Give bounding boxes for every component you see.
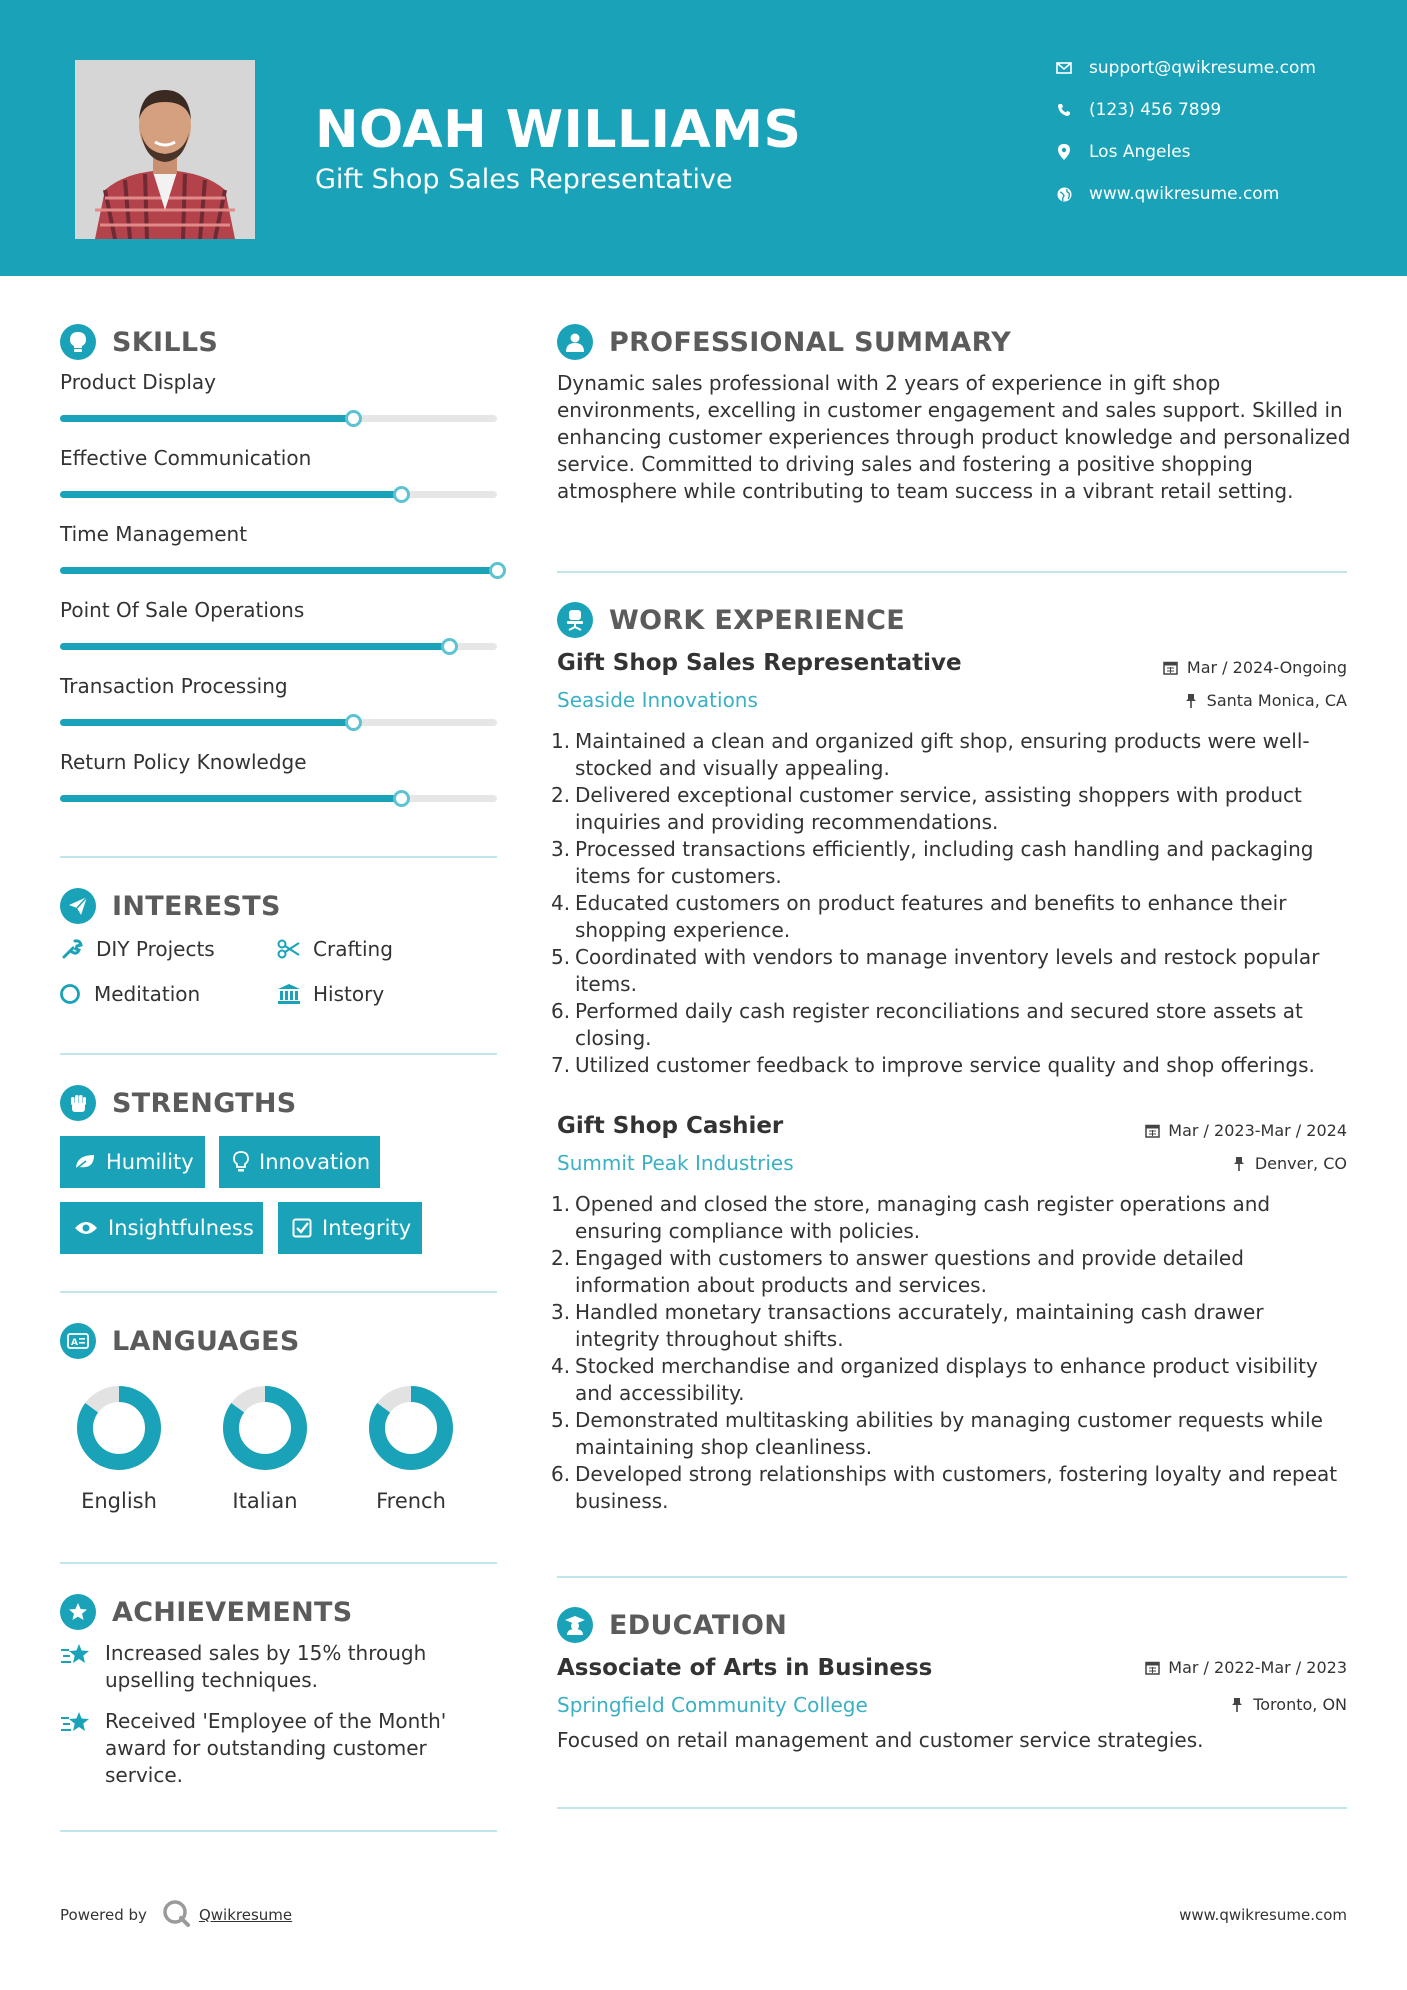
education-description: Focused on retail management and customer service strategies. bbox=[557, 1728, 1204, 1752]
strength-label: Integrity bbox=[322, 1216, 412, 1240]
pushpin-icon bbox=[1230, 1155, 1248, 1173]
job-title: Gift Shop Sales Representative bbox=[557, 650, 962, 676]
interest-label: Meditation bbox=[94, 982, 201, 1006]
duty-text: Handled monetary transactions accurately, maintaining cash drawer integrity throughout shifts. bbox=[575, 1300, 1264, 1351]
interest-item bbox=[277, 937, 393, 961]
languages-heading-text: LANGUAGES bbox=[112, 1325, 300, 1357]
job-dates-text: Mar / 2024-Ongoing bbox=[1186, 658, 1347, 677]
language-level-donut bbox=[222, 1385, 308, 1471]
duty-number: 5. bbox=[551, 1408, 571, 1432]
duty-text: Educated customers on product features and benefits to enhance their shopping experience. bbox=[575, 891, 1287, 942]
duty-item bbox=[551, 1461, 1351, 1515]
skill-bar-fill bbox=[60, 491, 401, 498]
duty-text: Opened and closed the store, managing cash register operations and ensuring compliance with policies. bbox=[575, 1192, 1271, 1243]
duty-item bbox=[551, 728, 1351, 782]
contact-website[interactable] bbox=[1053, 182, 1279, 206]
candidate-name: NOAH WILLIAMS bbox=[315, 100, 802, 160]
contact-location bbox=[1053, 140, 1191, 164]
duty-text: Performed daily cash register reconciliations and secured store assets at closing. bbox=[575, 999, 1303, 1050]
contact-phone[interactable] bbox=[1053, 98, 1221, 122]
language-name: English bbox=[81, 1489, 157, 1513]
duty-text: Demonstrated multitasking abilities by managing customer requests while maintaining shop cleanliness. bbox=[575, 1408, 1323, 1459]
duty-number: 4. bbox=[551, 1354, 571, 1378]
paper-plane-icon bbox=[60, 888, 96, 924]
skill-bar-fill bbox=[60, 719, 353, 726]
skill-item bbox=[60, 598, 497, 622]
duty-number: 1. bbox=[551, 1192, 571, 1216]
raised-fist-icon bbox=[60, 1085, 96, 1121]
duty-number: 3. bbox=[551, 1300, 571, 1324]
divider bbox=[557, 1807, 1347, 1809]
strength-label: Insightfulness bbox=[108, 1216, 254, 1240]
language-icon bbox=[60, 1323, 96, 1359]
skill-item bbox=[60, 522, 497, 546]
shooting-star-icon bbox=[60, 1640, 92, 1694]
lightbulb-icon bbox=[233, 1149, 249, 1175]
skills-heading-text: SKILLS bbox=[112, 326, 219, 358]
duty-item bbox=[551, 1191, 1351, 1245]
duty-number: 6. bbox=[551, 999, 571, 1023]
leaf-icon bbox=[74, 1149, 96, 1175]
duty-item bbox=[551, 836, 1351, 890]
education-dates-text: Mar / 2022-Mar / 2023 bbox=[1168, 1658, 1347, 1677]
language-item bbox=[59, 1385, 179, 1513]
experience-heading bbox=[557, 602, 905, 638]
skill-label: Product Display bbox=[60, 370, 217, 394]
footer-branding bbox=[60, 1898, 292, 1932]
skill-label: Transaction Processing bbox=[60, 674, 288, 698]
education-heading bbox=[557, 1607, 787, 1643]
wrench-icon bbox=[60, 937, 84, 961]
summary-heading bbox=[557, 324, 1011, 360]
circle-icon bbox=[58, 982, 82, 1006]
skill-label: Return Policy Knowledge bbox=[60, 750, 307, 774]
contact-phone-text: (123) 456 7899 bbox=[1089, 100, 1222, 120]
user-icon bbox=[557, 324, 593, 360]
education-location-text: Toronto, ON bbox=[1253, 1695, 1347, 1714]
skills-heading bbox=[60, 324, 218, 360]
school-name: Springfield Community College bbox=[557, 1693, 868, 1717]
duty-number: 7. bbox=[551, 1053, 571, 1077]
job-dates bbox=[1143, 1121, 1347, 1140]
contact-email[interactable] bbox=[1053, 56, 1316, 80]
skill-item bbox=[60, 750, 497, 774]
interests-heading bbox=[60, 888, 281, 924]
divider bbox=[60, 1291, 497, 1293]
skill-bar-fill bbox=[60, 567, 497, 574]
interests-heading-text: INTERESTS bbox=[112, 890, 281, 922]
contact-website-text: www.qwikresume.com bbox=[1089, 184, 1280, 204]
skill-bar bbox=[60, 415, 497, 422]
education-heading-text: EDUCATION bbox=[609, 1609, 788, 1641]
candidate-title: Gift Shop Sales Representative bbox=[315, 164, 733, 195]
interest-item bbox=[60, 937, 215, 961]
duty-item bbox=[551, 890, 1351, 944]
contact-location-text: Los Angeles bbox=[1089, 142, 1191, 162]
divider bbox=[60, 1562, 497, 1564]
strength-tag bbox=[60, 1202, 263, 1254]
duty-item bbox=[551, 1245, 1351, 1299]
duty-item bbox=[551, 782, 1351, 836]
summary-text: Dynamic sales professional with 2 years of experience in gift shop environments, excelling in customer engagement and sales support. Skilled in enhancing customer experiences through product knowledge and personalized service. Committed to driving sales and fostering a positive shopping atmosphere while contributing to team success in a vibrant retail setting. bbox=[557, 371, 1351, 503]
check-square-icon bbox=[292, 1215, 312, 1241]
resume-header bbox=[0, 0, 1407, 276]
skill-bar-knob bbox=[345, 714, 362, 731]
star-badge-icon bbox=[60, 1594, 96, 1630]
experience-heading-text: WORK EXPERIENCE bbox=[609, 604, 905, 636]
language-item bbox=[205, 1385, 325, 1513]
divider bbox=[557, 571, 1347, 573]
divider bbox=[60, 1053, 497, 1055]
job-location bbox=[1230, 1154, 1347, 1173]
strength-label: Humility bbox=[106, 1150, 194, 1174]
duty-text: Stocked merchandise and organized displays to enhance product visibility and accessibility. bbox=[575, 1354, 1318, 1405]
qwikresume-link[interactable]: Qwikresume bbox=[198, 1906, 293, 1924]
pushpin-icon bbox=[1182, 692, 1200, 710]
strengths-heading bbox=[60, 1085, 297, 1121]
duty-text: Developed strong relationships with customers, fostering loyalty and repeat business. bbox=[575, 1462, 1338, 1513]
lightbulb-icon bbox=[60, 324, 96, 360]
job-dates-text: Mar / 2023-Mar / 2024 bbox=[1168, 1121, 1347, 1140]
skill-bar-knob bbox=[441, 638, 458, 655]
student-icon bbox=[557, 1607, 593, 1643]
phone-icon bbox=[1053, 99, 1075, 121]
duty-number: 2. bbox=[551, 783, 571, 807]
duty-text: Utilized customer feedback to improve service quality and shop offerings. bbox=[575, 1053, 1315, 1077]
achievement-text: Received 'Employee of the Month' award for outstanding customer service. bbox=[105, 1709, 447, 1787]
skill-bar-fill bbox=[60, 415, 353, 422]
strength-tag bbox=[60, 1136, 205, 1188]
interest-item bbox=[58, 982, 200, 1006]
skill-label: Time Management bbox=[60, 522, 248, 546]
envelope-icon bbox=[1053, 57, 1075, 79]
skill-bar bbox=[60, 719, 497, 726]
achievements-heading bbox=[60, 1594, 353, 1630]
job-duties-list bbox=[551, 1191, 1351, 1515]
language-item bbox=[351, 1385, 471, 1513]
duty-item bbox=[551, 998, 1351, 1052]
skill-bar bbox=[60, 795, 497, 802]
duty-item bbox=[551, 1353, 1351, 1407]
duty-text: Delivered exceptional customer service, assisting shoppers with product inquiries and providing recommendations. bbox=[575, 783, 1302, 834]
language-name: French bbox=[376, 1489, 446, 1513]
skill-item bbox=[60, 370, 497, 394]
skill-item bbox=[60, 674, 497, 698]
strength-tag bbox=[219, 1136, 380, 1188]
interest-label: History bbox=[313, 982, 385, 1006]
skill-label: Effective Communication bbox=[60, 446, 312, 470]
degree-title: Associate of Arts in Business bbox=[557, 1655, 933, 1681]
strengths-heading-text: STRENGTHS bbox=[112, 1087, 297, 1119]
duty-item bbox=[551, 1052, 1351, 1079]
job-location bbox=[1182, 691, 1347, 710]
museum-icon bbox=[277, 982, 301, 1006]
duty-item bbox=[551, 1299, 1351, 1353]
divider bbox=[557, 1576, 1347, 1578]
interest-item bbox=[277, 982, 384, 1006]
languages-heading bbox=[60, 1323, 300, 1359]
job-dates bbox=[1162, 658, 1347, 677]
language-level-donut bbox=[368, 1385, 454, 1471]
interest-label: Crafting bbox=[313, 937, 393, 961]
pushpin-icon bbox=[1228, 1696, 1246, 1714]
skill-label: Point Of Sale Operations bbox=[60, 598, 305, 622]
strength-tag bbox=[278, 1202, 422, 1254]
svg-text:A: A bbox=[71, 1338, 78, 1348]
calendar-icon bbox=[1143, 1122, 1161, 1140]
skill-bar-knob bbox=[393, 790, 410, 807]
skill-bar-fill bbox=[60, 643, 449, 650]
eye-icon bbox=[74, 1215, 98, 1241]
skill-item bbox=[60, 446, 497, 470]
job-location-text: Santa Monica, CA bbox=[1206, 691, 1347, 710]
powered-by-text: Powered by bbox=[60, 1906, 147, 1924]
achievement-item bbox=[60, 1640, 500, 1694]
profile-photo bbox=[75, 60, 255, 239]
education-location bbox=[1228, 1695, 1347, 1714]
skill-bar-fill bbox=[60, 795, 401, 802]
duty-text: Engaged with customers to answer questions and provide detailed information about products and services. bbox=[575, 1246, 1244, 1297]
duty-item bbox=[551, 944, 1351, 998]
footer-website[interactable]: www.qwikresume.com bbox=[1179, 1906, 1347, 1924]
education-dates bbox=[1143, 1658, 1347, 1677]
calendar-icon bbox=[1143, 1659, 1161, 1677]
duty-item bbox=[551, 1407, 1351, 1461]
duty-text: Coordinated with vendors to manage inventory levels and restock popular items. bbox=[575, 945, 1320, 996]
job-title: Gift Shop Cashier bbox=[557, 1113, 784, 1139]
company-name: Summit Peak Industries bbox=[557, 1151, 794, 1175]
skill-bar-knob bbox=[489, 562, 506, 579]
skill-bar bbox=[60, 567, 497, 574]
language-name: Italian bbox=[232, 1489, 298, 1513]
achievement-text: Increased sales by 15% through upselling techniques. bbox=[105, 1641, 427, 1692]
duty-text: Processed transactions efficiently, including cash handling and packaging items for customers. bbox=[575, 837, 1314, 888]
shooting-star-icon bbox=[60, 1708, 92, 1789]
skill-bar bbox=[60, 491, 497, 498]
skill-bar-knob bbox=[345, 410, 362, 427]
globe-icon bbox=[1053, 183, 1075, 205]
duty-number: 6. bbox=[551, 1462, 571, 1486]
duty-number: 5. bbox=[551, 945, 571, 969]
duty-number: 2. bbox=[551, 1246, 571, 1270]
qwikresume-logo-icon bbox=[161, 1898, 191, 1932]
duty-number: 3. bbox=[551, 837, 571, 861]
divider bbox=[60, 856, 497, 858]
company-name: Seaside Innovations bbox=[557, 688, 758, 712]
strength-label: Innovation bbox=[259, 1150, 371, 1174]
job-location-text: Denver, CO bbox=[1254, 1154, 1347, 1173]
job-duties-list bbox=[551, 728, 1351, 1079]
office-chair-icon bbox=[557, 602, 593, 638]
summary-heading-text: PROFESSIONAL SUMMARY bbox=[609, 326, 1012, 358]
language-level-donut bbox=[76, 1385, 162, 1471]
interest-label: DIY Projects bbox=[96, 937, 215, 961]
duty-number: 1. bbox=[551, 729, 571, 753]
scissors-icon bbox=[277, 937, 301, 961]
skill-bar bbox=[60, 643, 497, 650]
achievements-heading-text: ACHIEVEMENTS bbox=[112, 1596, 353, 1628]
divider bbox=[60, 1830, 497, 1832]
duty-text: Maintained a clean and organized gift shop, ensuring products were well-stocked and visually appealing. bbox=[575, 729, 1310, 780]
skill-bar-knob bbox=[393, 486, 410, 503]
contact-email-text: support@qwikresume.com bbox=[1089, 58, 1316, 78]
achievement-item bbox=[60, 1708, 500, 1789]
map-pin-icon bbox=[1053, 141, 1075, 163]
duty-number: 4. bbox=[551, 891, 571, 915]
calendar-icon bbox=[1162, 659, 1180, 677]
